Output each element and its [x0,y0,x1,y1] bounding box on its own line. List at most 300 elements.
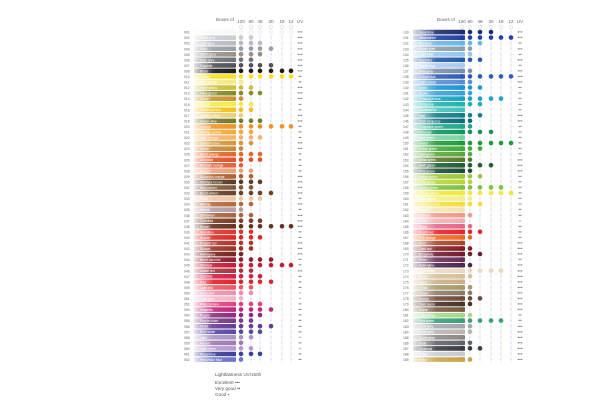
right-box-empty [479,54,480,55]
right-box-dot [460,246,465,251]
left-box-dot [258,180,263,185]
left-row-code: 002 [184,36,190,41]
right-uv-rating: ••• [517,269,523,275]
left-box-empty [270,165,271,166]
right-box-dot [468,102,473,107]
left-swatch-name: Green olive [200,119,217,124]
left-box-dot [249,313,254,318]
right-box-dot [468,313,473,318]
right-swatch-name: Turquoise blue [419,97,441,102]
left-column-head-120 [239,25,242,28]
left-box-dot [239,174,244,179]
left-box-empty [270,220,271,221]
left-box-empty [270,153,271,154]
right-box-empty [500,170,501,171]
left-box-empty [270,42,271,43]
left-uv-rating: •• [298,308,302,314]
left-box-empty [290,331,291,332]
right-row-code: 152 [403,152,409,157]
left-swatch-name: Golden ochre [200,141,220,146]
left-row-code: 058 [184,335,190,340]
right-box-dot [468,180,473,185]
left-box-empty [259,165,260,166]
right-row-code: 161 [403,202,409,207]
left-box-dot [269,124,274,129]
right-box-empty [479,287,480,288]
right-box-empty [500,309,501,310]
left-box-dot [258,279,263,284]
left-box-dot [239,57,244,62]
left-box-dot [239,324,244,329]
right-uv-rating: •• [518,174,522,180]
left-box-dot [249,130,254,135]
left-uv-rating: ••• [297,52,303,58]
right-row-code: 142 [403,97,409,102]
left-box-empty [259,214,260,215]
left-box-empty [270,270,271,271]
right-box-dot [478,202,483,207]
left-box-empty [281,298,282,299]
left-uv-rating: •• [298,230,302,236]
left-box-dot [239,85,244,90]
right-box-empty [479,325,480,326]
right-swatch-name: Stone grey [419,335,435,340]
left-uv-rating: • [299,335,301,341]
right-row-code: 186 [403,341,409,346]
right-box-dot [478,35,483,40]
left-box-dot [239,63,244,68]
right-box-dot [468,80,473,85]
right-row-code: 143 [403,102,409,107]
right-box-empty [479,359,480,360]
right-box-empty [490,314,491,315]
left-box-empty [281,137,282,138]
right-swatch-name: Dark green [419,163,436,168]
right-row-code: 165 [403,224,409,229]
right-box-empty [500,48,501,49]
right-box-empty [500,165,501,166]
left-box-dot [258,191,263,196]
legend-very-good: Very good •• [215,386,241,391]
right-box-dot [509,191,514,196]
left-swatch-name: Crimson [200,263,213,268]
left-box-empty [290,270,291,271]
right-box-empty [490,264,491,265]
left-box-empty [259,170,260,171]
right-box-empty [479,81,480,82]
left-box-dot [249,218,254,223]
right-box-dot [478,296,483,301]
left-box-empty [281,292,282,293]
right-swatch-name: Lemon yellow [419,191,440,196]
left-box-dot [239,185,244,190]
right-uv-rating: ••• [517,119,523,125]
left-box-dot [249,135,254,140]
right-swatch-name: Dark red [419,246,432,251]
left-swatch-name: Pale yellow [200,80,217,85]
left-uv-rating: ••• [297,180,303,186]
right-box-empty [510,348,511,349]
right-box-dot [460,285,465,290]
left-row-code: 056 [184,324,190,329]
right-box-dot [478,230,483,235]
right-uv-rating: •• [518,258,522,264]
right-row-code: 159 [403,191,409,196]
right-uv-rating: ••• [517,335,523,341]
left-box-dot [239,124,244,129]
left-box-empty [250,115,251,116]
right-box-dot [468,191,473,196]
left-uv-rating: •• [298,124,302,130]
left-box-dot [269,224,274,229]
left-box-dot [249,202,254,207]
right-box-dot [468,185,473,190]
left-header-box-18: 18 [279,19,285,24]
left-swatch-name: Light orange [200,135,219,140]
left-header-box-80: 80 [248,19,254,24]
right-box-dot [468,291,473,296]
left-box-empty [281,242,282,243]
left-uv-rating: • [299,297,301,302]
right-row-code: 163 [403,213,409,218]
left-row-code: 014 [184,97,190,102]
right-box-empty [500,242,501,243]
right-uv-rating: ••• [517,30,523,36]
right-uv-rating: •• [518,97,522,103]
right-swatch-name: Bright red [419,230,434,235]
left-box-empty [250,342,251,343]
left-box-empty [259,342,260,343]
left-box-empty [270,87,271,88]
left-swatch-name: Yellow [200,74,210,79]
right-box-empty [479,237,480,238]
left-box-dot [239,46,244,51]
right-row-code: 175 [403,280,409,285]
left-box-dot [249,291,254,296]
right-row-code: 188 [403,352,409,357]
right-swatch-name: Light beige [419,269,436,274]
left-box-empty [290,48,291,49]
left-box-empty [281,48,282,49]
right-box-empty [500,87,501,88]
left-box-dot [269,46,274,51]
right-box-empty [510,214,511,215]
right-box-empty [479,264,480,265]
left-box-dot [239,35,244,40]
right-box-dot [460,268,465,273]
left-box-dot [258,196,263,201]
left-row-code: 048 [184,280,190,285]
left-swatch-name: Russet [200,246,211,251]
left-uv-rating: ••• [297,47,303,53]
right-swatch-name: Rose [419,224,427,229]
right-uv-rating: ••• [517,169,523,175]
right-header-box-80: 80 [467,19,473,24]
boxes-of-label-right: Boxes of [437,17,455,22]
right-header-uv: UV [516,19,524,24]
left-box-empty [270,181,271,182]
right-box-empty [479,248,480,249]
left-box-empty [259,103,260,104]
right-box-dot [478,85,483,90]
right-uv-rating: ••• [517,297,523,302]
right-box-empty [479,159,480,160]
left-box-dot [258,218,263,223]
left-swatch-name: Purple violet [200,319,219,324]
right-box-dot [460,35,465,40]
right-box-empty [500,303,501,304]
right-uv-rating: ••• [517,352,523,358]
right-box-empty [490,248,491,249]
left-box-dot [249,302,254,307]
right-box-empty [490,309,491,310]
right-uv-rating: ••• [517,241,523,247]
left-box-empty [281,320,282,321]
left-box-empty [259,298,260,299]
right-box-empty [510,226,511,227]
left-uv-rating: •• [298,75,302,80]
right-row-code: 137 [403,69,409,74]
left-box-empty [281,220,282,221]
left-swatch-name: Lilac [200,335,207,340]
right-column-head-80 [468,25,471,28]
left-box-empty [270,337,271,338]
right-box-empty [479,137,480,138]
right-swatch-name: Cream [419,208,429,213]
left-uv-rating: ••• [297,86,303,92]
right-uv-rating: ••• [517,291,523,297]
right-header-box-30: 30 [488,19,494,24]
left-box-dot [289,263,294,268]
left-box-empty [290,187,291,188]
left-uv-rating: ••• [297,241,303,247]
right-box-dot [468,296,473,301]
right-box-empty [510,209,511,210]
right-box-empty [510,126,511,127]
right-box-empty [479,109,480,110]
left-row-code: 026 [184,158,190,163]
left-uv-rating: •• [298,169,302,175]
left-box-empty [259,81,260,82]
right-box-empty [500,198,501,199]
left-box-dot [239,207,244,212]
left-box-dot [249,119,254,124]
left-column-head-18 [280,25,283,28]
right-box-empty [500,81,501,82]
left-box-empty [290,109,291,110]
left-box-empty [259,203,260,204]
right-box-empty [479,126,480,127]
right-box-dot [460,352,465,357]
right-box-empty [510,54,511,55]
left-box-dot [239,146,244,151]
left-uv-rating: ••• [297,202,303,208]
left-box-empty [290,276,291,277]
left-box-dot [249,157,254,162]
right-box-empty [500,42,501,43]
right-box-empty [510,237,511,238]
left-box-dot [249,57,254,62]
left-row-code: 024 [184,147,190,152]
right-box-dot [478,130,483,135]
right-box-empty [469,353,470,354]
right-header-box-48: 48 [477,19,483,24]
right-box-empty [500,248,501,249]
left-box-empty [270,148,271,149]
left-box-empty [281,87,282,88]
left-uv-rating: ••• [297,63,303,69]
right-box-dot [468,91,473,96]
left-swatch-name: Light violet [200,346,216,351]
left-box-dot [258,302,263,307]
right-swatch-name: Khaki [419,285,428,290]
left-swatch-name: Mahogany [200,252,216,257]
left-box-empty [290,259,291,260]
right-box-empty [510,331,511,332]
right-box-empty [500,59,501,60]
legend-good: Good • [215,392,230,397]
left-box-dot [249,91,254,96]
left-box-dot [239,263,244,268]
left-box-empty [270,209,271,210]
right-box-empty [510,248,511,249]
right-box-empty [500,65,501,66]
right-row-code: 168 [403,241,409,246]
right-box-dot [499,96,504,101]
right-uv-rating: ••• [517,324,523,330]
right-box-empty [500,353,501,354]
left-uv-rating: •• [298,130,302,136]
left-box-empty [281,54,282,55]
right-box-empty [500,109,501,110]
right-box-empty [500,342,501,343]
left-box-empty [270,359,271,360]
left-swatch-name: Orange [200,124,211,129]
right-swatch-name: Green [419,141,429,146]
left-box-empty [290,170,291,171]
left-box-dot [269,324,274,329]
left-box-dot [239,329,244,334]
right-box-empty [469,209,470,210]
left-row-code: 045 [184,263,190,268]
left-row-code: 044 [184,258,190,263]
right-box-dot [460,30,465,35]
left-box-empty [281,237,282,238]
left-row-code: 039 [184,230,190,235]
left-box-empty [281,115,282,116]
left-row-code: 001 [184,30,190,35]
right-uv-rating: ••• [517,158,523,164]
right-box-empty [490,181,491,182]
right-box-dot [460,102,465,107]
left-box-dot [258,41,263,46]
right-row-code: 182 [403,319,409,324]
right-uv-rating: •• [518,191,522,197]
left-box-dot [258,307,263,312]
left-box-empty [250,253,251,254]
right-box-empty [479,48,480,49]
right-uv-rating: •• [518,235,522,241]
right-column-head-18 [499,25,502,28]
right-box-empty [500,126,501,127]
left-box-empty [281,309,282,310]
right-box-dot [460,252,465,257]
right-swatch-name: Ultramarine [419,36,437,41]
right-swatch-name: Burgundy [419,252,434,257]
left-box-dot [239,246,244,251]
left-column-head-48 [258,25,261,28]
right-box-dot [478,268,483,273]
left-box-dot [249,268,254,273]
right-box-empty [510,281,511,282]
right-box-empty [500,331,501,332]
right-box-empty [469,281,470,282]
right-row-code: 130 [403,30,409,35]
left-box-empty [270,242,271,243]
right-box-dot [468,157,473,162]
right-box-empty [500,120,501,121]
right-swatch-name: Yellow green [419,174,438,179]
right-box-dot [460,241,465,246]
left-box-dot [239,107,244,112]
left-box-empty [259,242,260,243]
right-box-dot [460,324,465,329]
left-box-dot [239,218,244,223]
right-box-empty [500,159,501,160]
left-box-empty [281,303,282,304]
left-row-code: 040 [184,235,190,240]
right-swatch-name: Aquamarine [419,108,437,113]
left-uv-rating: ••• [297,119,303,125]
right-box-empty [510,176,511,177]
left-box-dot [239,341,244,346]
right-box-empty [510,264,511,265]
left-row-code: 003 [184,41,190,46]
right-box-empty [500,181,501,182]
left-box-empty [259,37,260,38]
right-uv-rating: •• [518,86,522,92]
left-uv-rating: ••• [297,36,303,42]
left-box-dot [249,324,254,329]
left-row-code: 057 [184,330,190,335]
left-swatch-name: Vermilion [200,230,214,235]
right-box-dot [460,335,465,340]
right-row-code: 148 [403,130,409,135]
left-row-code: 007 [184,63,190,68]
right-box-dot [468,119,473,124]
left-box-dot [249,279,254,284]
right-box-empty [490,331,491,332]
left-row-code: 042 [184,247,190,252]
right-box-dot [460,63,465,68]
right-swatch-name: Blue grey [419,69,433,74]
right-box-dot [460,357,465,362]
left-box-empty [281,270,282,271]
right-box-empty [469,309,470,310]
right-swatch-name: Light blue [419,52,434,57]
right-box-empty [500,287,501,288]
left-box-dot [249,185,254,190]
left-row-code: 004 [184,47,190,52]
right-row-code: 160 [403,197,409,202]
left-box-dot [258,313,263,318]
left-box-empty [281,103,282,104]
left-row-code: 029 [184,174,190,179]
right-box-empty [510,65,511,66]
left-swatch-name: Chestnut [200,219,214,224]
left-box-dot [289,224,294,229]
left-box-dot [249,257,254,262]
